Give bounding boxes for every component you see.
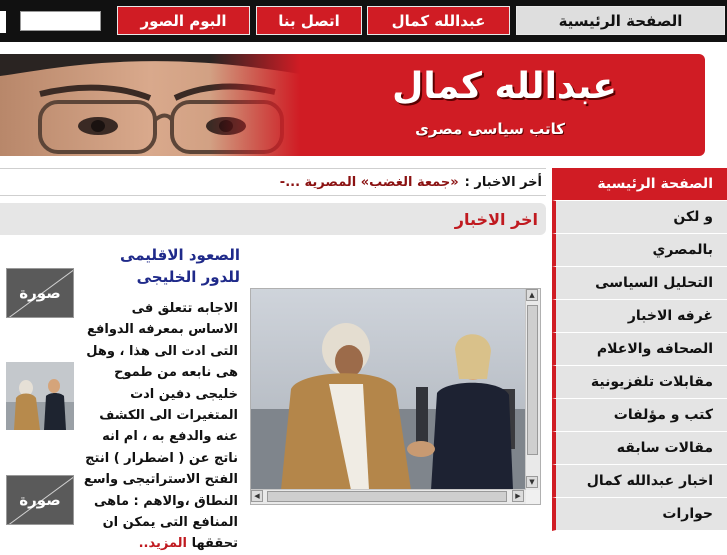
scroll-right-button[interactable]: ▶: [512, 490, 524, 502]
ticker-label: أخر الاخبار :: [464, 174, 542, 190]
sidebar-item-political-analysis[interactable]: التحليل السياسى: [552, 267, 727, 300]
image-placeholder-1[interactable]: [6, 268, 74, 318]
scroll-up-button[interactable]: ▲: [526, 289, 538, 301]
sidebar-item-newsroom[interactable]: غرفه الاخبار: [552, 300, 727, 333]
image-placeholder-2[interactable]: [6, 475, 74, 525]
author-portrait: [0, 54, 300, 156]
article-title-link[interactable]: الصعود الاقليمى للدور الخليجى: [120, 246, 240, 286]
thumbnail-image: [6, 362, 74, 430]
photo-viewer[interactable]: [250, 288, 541, 505]
search-input[interactable]: [20, 11, 101, 31]
article-excerpt: [78, 298, 238, 555]
vertical-scroll-thumb[interactable]: [527, 305, 538, 455]
sidebar-item-walakin[interactable]: و لكن: [552, 201, 727, 234]
latest-news-header: [0, 203, 546, 235]
sidebar-item-abdullah-news[interactable]: اخبار عبدالله كمال: [552, 465, 727, 498]
sidebar-item-books[interactable]: كتب و مؤلفات: [552, 399, 727, 432]
section-title: اخر الاخبار: [454, 209, 538, 229]
sidebar-menu: [552, 168, 727, 531]
read-more-link[interactable]: المزيد..: [138, 536, 188, 552]
tab-abdullah-kamal[interactable]: عبدالله كمال: [367, 6, 510, 35]
news-ticker: [0, 168, 546, 196]
top-nav-bar: [0, 0, 727, 42]
horizontal-scrollbar[interactable]: [251, 489, 526, 504]
tab-photo-album[interactable]: البوم الصور: [117, 6, 250, 35]
placeholder-label: صورة: [19, 284, 61, 302]
news-photo: [251, 289, 526, 490]
site-subtitle: كاتب سياسى مصرى: [415, 120, 565, 138]
sidebar-item-previous-articles[interactable]: مقالات سابقه: [552, 432, 727, 465]
header-banner: [0, 54, 705, 156]
sidebar-item-tv-interviews[interactable]: مقابلات تلفزيونية: [552, 366, 727, 399]
top-nav-edge: [0, 11, 6, 33]
tab-contact-us[interactable]: اتصل بنا: [256, 6, 362, 35]
site-title: عبدالله كمال: [392, 66, 617, 107]
scroll-left-button[interactable]: ◀: [251, 490, 263, 502]
tab-home[interactable]: الصفحة الرئيسية: [516, 6, 725, 35]
sidebar-item-bilmasri[interactable]: بالمصري: [552, 234, 727, 267]
scroll-down-button[interactable]: ▼: [526, 476, 538, 488]
ticker-link[interactable]: «جمعة الغضب» المصرية ...-: [279, 174, 459, 190]
sidebar-item-press-media[interactable]: الصحافه والاعلام: [552, 333, 727, 366]
placeholder-label: صورة: [19, 491, 61, 509]
vertical-scrollbar[interactable]: [525, 289, 540, 490]
horizontal-scroll-thumb[interactable]: [267, 491, 507, 502]
article-body-text: الاجابه تتعلق فى الاساس بمعرفه الدوافع التى ادت الى هذا ، وهل هى نابعه من طموح خليجى دفين ادت المتغيرات الى الكشف عنه والدفع به ، ام انه ناتج عن ( اضطرار ) انتج الفتح الاستراتيجى واسع النطاق ،والاهم : ماهى المنافع التى يمكن ان تحققها: [83, 301, 238, 552]
article-thumbnail[interactable]: [6, 362, 74, 430]
sidebar-item-dialogues[interactable]: حوارات: [552, 498, 727, 531]
sidebar-item-home[interactable]: الصفحة الرئيسية: [552, 168, 727, 201]
